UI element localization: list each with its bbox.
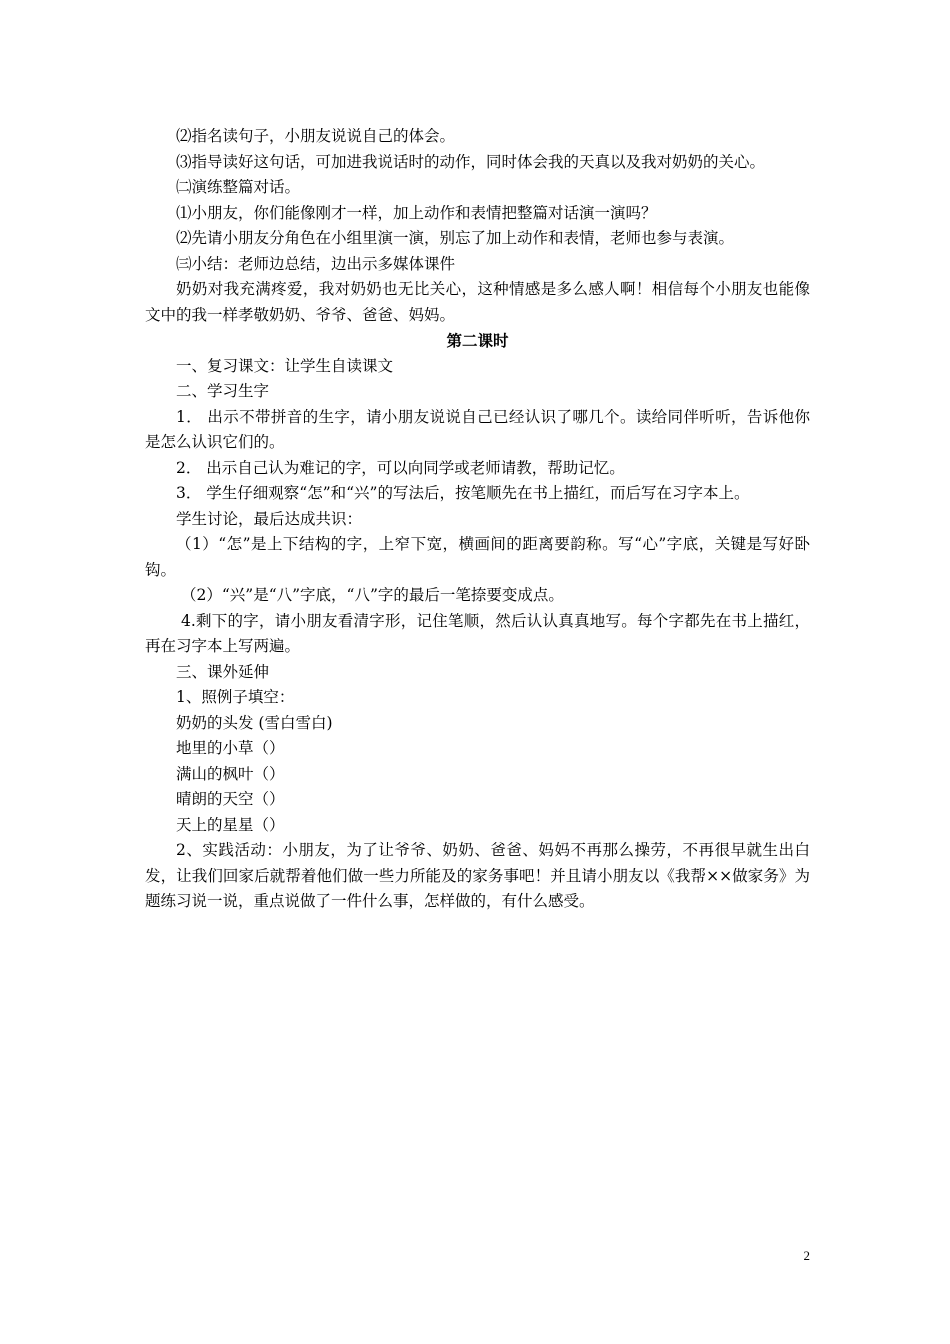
- paragraph: ⑵指名读句子，小朋友说说自己的体会。: [176, 127, 456, 145]
- paragraph: ⑵先请小朋友分角色在小组里演一演，别忘了加上动作和表情，老师也参与表演。: [176, 229, 735, 247]
- paragraph: 地里的小草（）: [176, 739, 285, 757]
- paragraph: ㈡演练整篇对话。: [176, 178, 301, 196]
- paragraph: 1、照例子填空：: [176, 688, 295, 706]
- paragraph: （1）“怎”是上下结构的字，上窄下宽，横画间的距离要韵称。写“心”字底，关键是写好卧钩。: [145, 535, 810, 579]
- paragraph: 2． 出示自己认为难记的字，可以向同学或老师请教，帮助记忆。: [176, 458, 625, 477]
- section-heading: 第二课时: [446, 331, 509, 350]
- paragraph: 晴朗的天空（）: [176, 790, 285, 808]
- paragraph: ⑴小朋友，你们能像刚才一样，加上动作和表情把整篇对话演一演吗？: [176, 203, 657, 222]
- paragraph: 2、实践活动：小朋友，为了让爷爷、奶奶、爸爸、妈妈不再那么操劳，不再很早就生出白发，让我们回家后就帮着他们做一些力所能及的家务事吧！并且请小朋友以《我帮××做家务》为题练习说一说，重点说做了一件什么事，怎样做的，有什么感受。: [145, 841, 810, 910]
- paragraph: ㈢小结：老师边总结，边出示多媒体课件: [176, 254, 456, 273]
- paragraph: 天上的星星（）: [176, 815, 285, 834]
- paragraph: 学生讨论，最后达成共识：: [176, 509, 363, 528]
- paragraph: 1． 出示不带拼音的生字，请小朋友说说自己已经认识了哪几个。读给同伴听听，告诉他你是怎么认识它们的。: [145, 407, 810, 451]
- paragraph: 满山的枫叶（）: [176, 764, 285, 783]
- paragraph: 奶奶的头发 (雪白雪白): [176, 713, 333, 732]
- paragraph: 二、学习生字: [176, 382, 270, 400]
- paragraph: ⑶指导读好这句话，可加进我说话时的动作，同时体会我的天真以及我对奶奶的关心。: [176, 152, 766, 171]
- page-number: 2: [803, 1248, 810, 1263]
- paragraph: 3． 学生仔细观察“怎”和“兴”的写法后，按笔顺先在书上描红，而后写在习字本上。: [176, 484, 750, 502]
- paragraph: 三、课外延伸: [176, 662, 270, 681]
- document-body: [145, 124, 810, 915]
- paragraph: 一、复习课文：让学生自读课文: [176, 356, 394, 375]
- paragraph: （2）“兴”是“八”字底，“八”字的最后一笔捺要变成点。: [181, 586, 564, 604]
- paragraph: 奶奶对我充满疼爱，我对奶奶也无比关心，这种情感是多么感人啊！相信每个小朋友也能像文中的我一样孝敬奶奶、爷爷、爸爸、妈妈。: [145, 280, 810, 324]
- paragraph: 4.剩下的字，请小朋友看清字形，记住笔顺，然后认认真真地写。每个字都先在书上描红，再在习字本上写两遍。: [145, 611, 810, 655]
